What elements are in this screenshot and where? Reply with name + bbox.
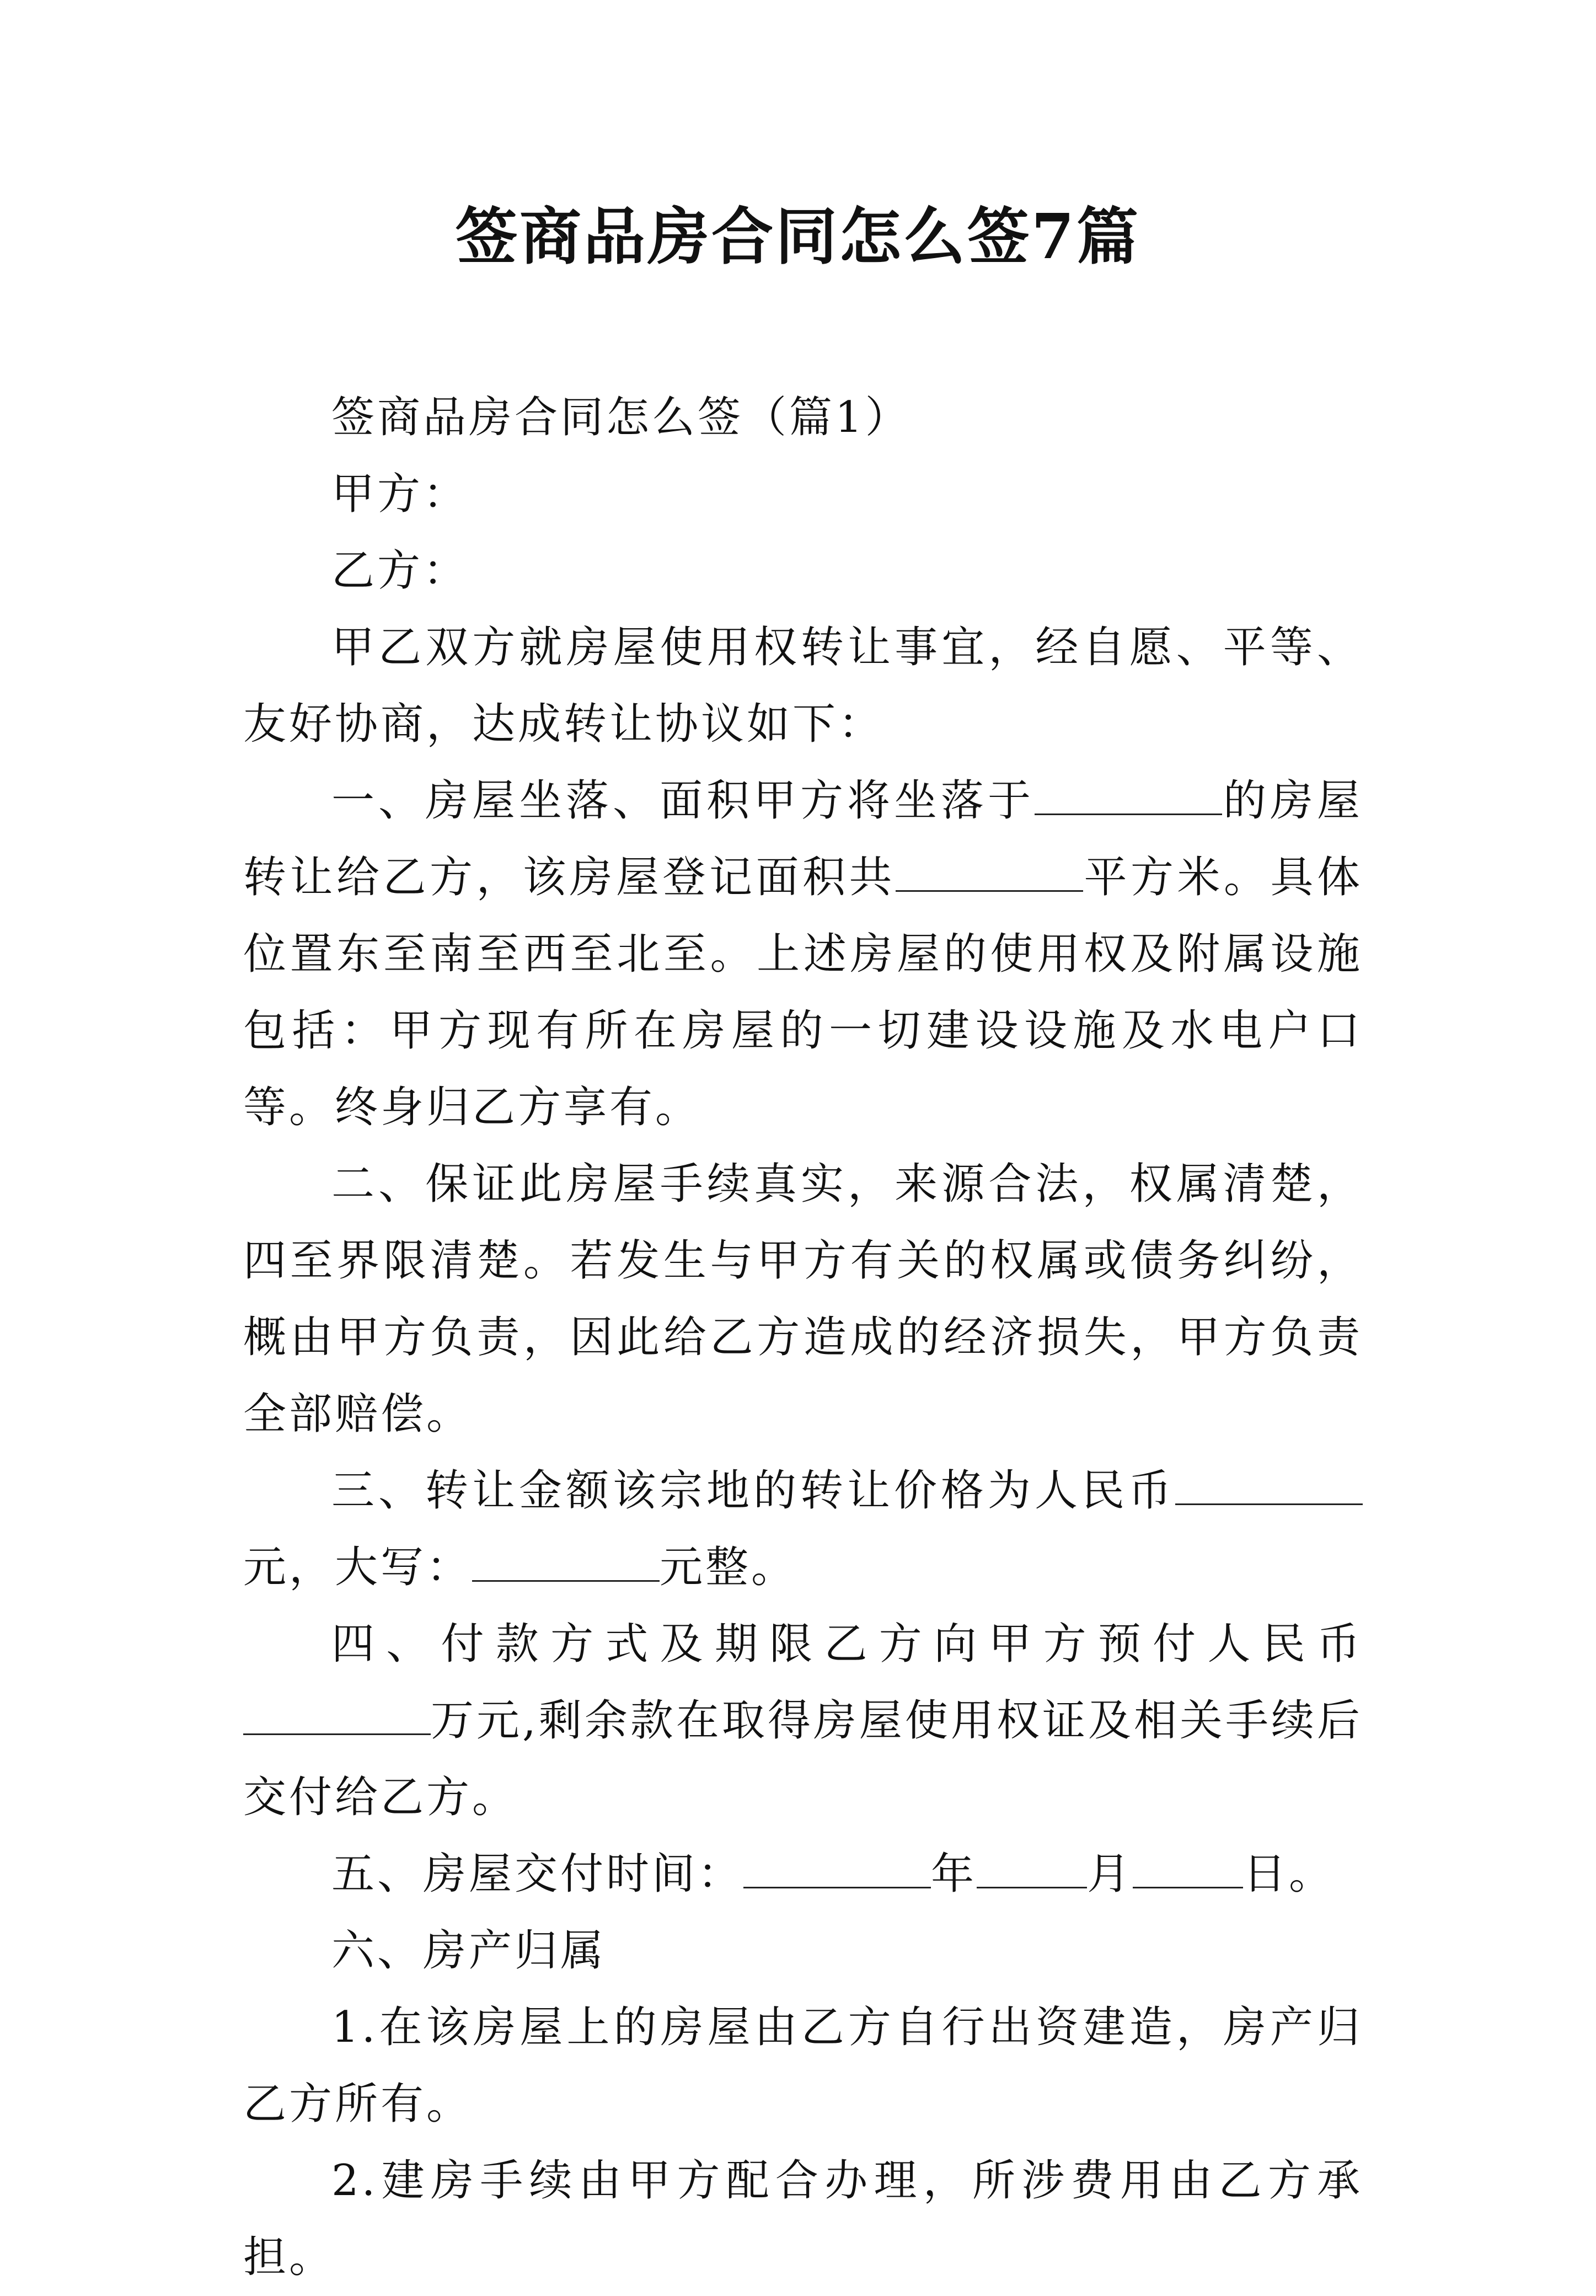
clause-1-text-b: 的房屋转让给乙方，该房屋登记面积共 [243,776,1363,902]
year-label: 年 [931,1849,977,1899]
area-blank [896,852,1083,892]
clause-4-paragraph [243,1606,1363,1836]
day-blank [1133,1848,1243,1888]
day-label: 日。 [1243,1849,1335,1899]
clause-1-text-a: 一、房屋坐落、面积甲方将坐落于 [331,776,1035,826]
party-b-line: 乙方： [331,546,469,596]
document-title: 签商品房合同怎么签7篇 [456,201,1140,273]
clause-5-text: 五、房屋交付时间： [331,1849,744,1899]
month-label: 月 [1087,1849,1133,1899]
price-blank [1175,1465,1363,1505]
clause-4-text-a: 四、付款方式及期限乙方向甲方预付人民币 [331,1619,1363,1669]
clause-3-text-a: 三、转让金额该宗地的转让价格为人民币 [331,1466,1175,1516]
clause-3-text-c: 元整。 [660,1543,797,1592]
party-a-line: 甲方： [331,469,469,519]
clause-1-text-c: 平方米。具体位置东至南至西至北至。上述房屋的使用权及附属设施包括：甲方现有所在房屋的一切建设设施及水电户口等。终身归乙方享有。 [243,853,1363,1132]
prepay-blank [243,1695,431,1735]
clause-6-item-2: 2.建房手续由甲方配合办理，所涉费用由乙方承担。 [243,2156,1363,2282]
clause-2-paragraph: 二、保证此房屋手续真实，来源合法，权属清楚，四至界限清楚。若发生与甲方有关的权属或债务纠纷，概由甲方负责，因此给乙方造成的经济损失，甲方负责全部赔偿。 [243,1159,1363,1439]
year-blank [743,1848,931,1888]
price-words-blank [472,1542,660,1582]
intro-paragraph: 甲乙双方就房屋使用权转让事宜，经自愿、平等、友好协商，达成转让协议如下： [243,623,1363,749]
clause-1-paragraph [243,763,1363,1146]
clause-6-heading: 六、房产归属 [331,1926,607,1976]
document-body [243,379,1363,2296]
location-blank [1035,775,1222,815]
clause-4-text-b: 万元,剩余款在取得房屋使用权证及相关手续后交付给乙方。 [243,1696,1363,1822]
clause-5-paragraph [243,1836,1363,1913]
month-blank [977,1848,1087,1888]
clause-3-paragraph [243,1453,1363,1606]
clause-6-item-1: 1.在该房屋上的房屋由乙方自行出资建造，房产归乙方所有。 [243,2003,1363,2129]
section-heading: 签商品房合同怎么签（篇1） [331,393,911,442]
clause-3-text-b: 元，大写： [243,1543,473,1592]
